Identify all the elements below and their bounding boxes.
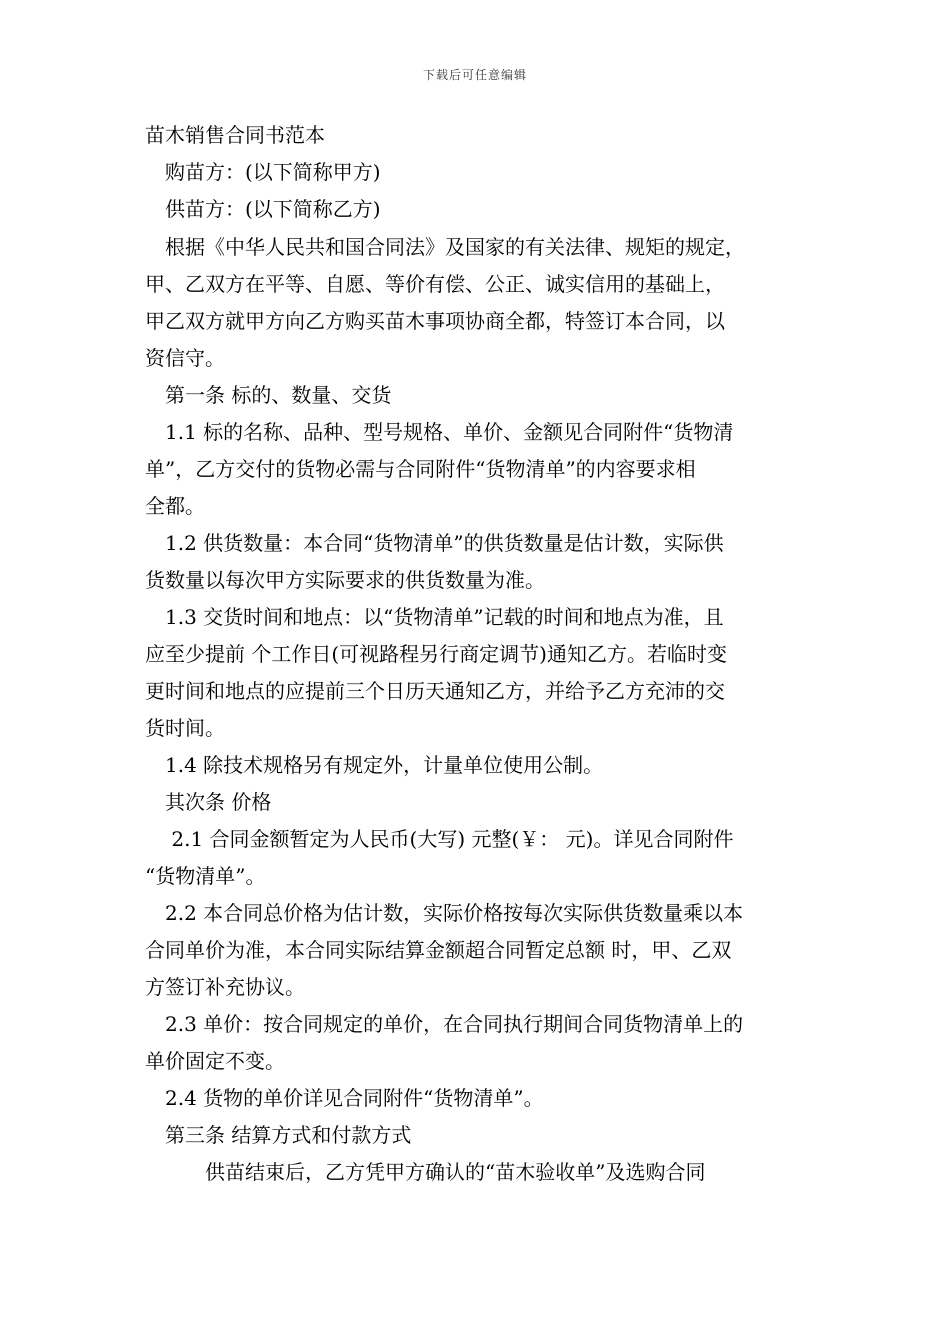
clause-1-3-line-3: 更时间和地点的应提前三个日历天通知乙方，并给予乙方充沛的交 [145, 679, 725, 703]
preamble-line-4: 资信守。 [145, 346, 225, 370]
clause-1-4: 1.4 除技术规格另有规定外，计量单位使用公制。 [145, 753, 604, 777]
clause-1-1-line-3: 全都。 [145, 494, 205, 518]
preamble-line-3: 甲乙双方就甲方向乙方购买苗木事项协商全都，特签订本合同，以 [145, 309, 725, 333]
clause-1-3-line-2: 应至少提前 个工作日(可视路程另行商定调节)通知乙方。若临时变 [145, 642, 727, 666]
clause-1-1-line-2: 单”，乙方交付的货物必需与合同附件“货物清单”的内容要求相 [145, 457, 696, 481]
clause-1-2-line-2: 货数量以每次甲方实际要求的供货数量为准。 [145, 568, 545, 592]
clause-2-4: 2.4 货物的单价详见合同附件“货物清单”。 [145, 1086, 544, 1110]
clause-1-3-line-4: 货时间。 [145, 716, 225, 740]
clause-1-3-line-1: 1.3 交货时间和地点：以“货物清单”记载的时间和地点为准，且 [145, 605, 724, 629]
page-header: 下载后可任意编辑 [422, 68, 527, 82]
clause-2-2-line-2: 合同单价为准，本合同实际结算金额超合同暂定总额 时，甲、乙双 [145, 938, 732, 962]
clause-2-3-line-2: 单价固定不变。 [145, 1049, 285, 1073]
document-title: 苗木销售合同书范本 [145, 123, 325, 147]
clause-2-2-line-1: 2.2 本合同总价格为估计数，实际价格按每次实际供货数量乘以本 [145, 901, 744, 925]
clause-2-2-line-3: 方签订补充协议。 [145, 975, 305, 999]
article-2-heading: 其次条 价格 [145, 790, 272, 814]
clause-1-2-line-1: 1.2 供货数量：本合同“货物清单”的供货数量是估计数，实际供 [145, 531, 724, 555]
supplier-line: 供苗方：(以下简称乙方) [145, 197, 381, 221]
article-1-heading: 第一条 标的、数量、交货 [145, 383, 392, 407]
clause-2-1-line-2: “货物清单”。 [145, 864, 266, 888]
clause-1-1-line-1: 1.1 标的名称、品种、型号规格、单价、金额见合同附件“货物清 [145, 420, 734, 444]
buyer-line: 购苗方：(以下简称甲方) [145, 160, 381, 184]
preamble-line-2: 甲、乙双方在平等、自愿、等价有偿、公正、诚实信用的基础上， [145, 272, 725, 296]
article-3-heading: 第三条 结算方式和付款方式 [145, 1123, 412, 1147]
clause-2-1-line-1: 2.1 合同金额暂定为人民币(大写) 元整(￥： 元)。详见合同附件 [145, 827, 734, 851]
article-3-line-1: 供苗结束后，乙方凭甲方确认的“苗木验收单”及选购合同 [145, 1160, 706, 1184]
preamble-line-1: 根据《中华人民共和国合同法》及国家的有关法律、规矩的规定， [145, 235, 745, 259]
clause-2-3-line-1: 2.3 单价：按合同规定的单价，在合同执行期间合同货物清单上的 [145, 1012, 744, 1036]
